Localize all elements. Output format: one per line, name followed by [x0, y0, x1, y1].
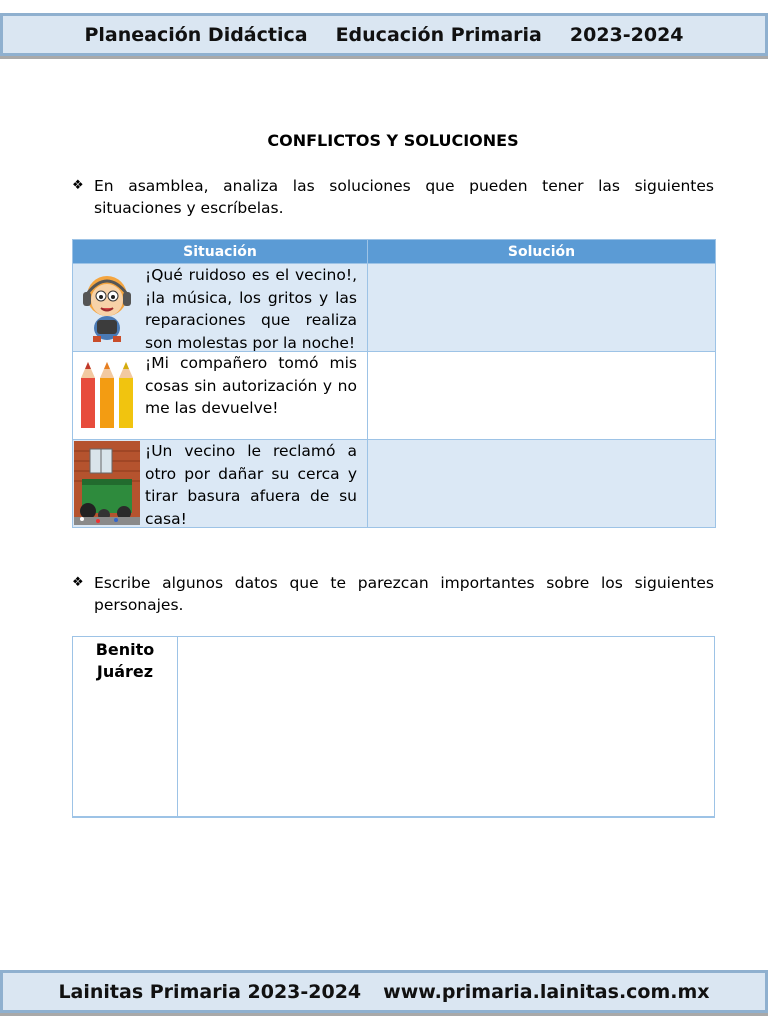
instruction-1	[72, 175, 714, 219]
table-row	[73, 352, 716, 440]
diamond-bullet-icon: ❖	[72, 575, 84, 590]
header-nivel: Educación Primaria	[335, 23, 542, 46]
table-row	[73, 637, 715, 818]
page-header	[0, 13, 768, 56]
table-row	[73, 440, 716, 528]
people-table	[72, 636, 715, 818]
page-footer	[0, 970, 768, 1013]
trash-dumpster-icon	[73, 440, 141, 526]
solution-cell[interactable]	[368, 352, 716, 440]
situation-cell	[73, 264, 368, 352]
situation-cell	[73, 440, 368, 528]
header-ciclo: 2023-2024	[569, 23, 684, 46]
solution-cell[interactable]	[368, 264, 716, 352]
situation-text: ¡Mi compañero tomó mis cosas sin autorización y no me las devuelve!	[145, 354, 357, 417]
header-situacion: Situación	[73, 240, 368, 264]
instruction-2-text: Escribe algunos datos que te parezcan importantes sobre los siguientes personajes.	[94, 574, 714, 614]
instruction-2	[72, 572, 714, 616]
person-notes-cell[interactable]	[178, 637, 715, 818]
situation-cell	[73, 352, 368, 440]
table-row	[73, 264, 716, 352]
situation-text: ¡Qué ruidoso es el vecino!, ¡la música, los gritos y las reparaciones que realiza son molestas por la noche!	[145, 266, 357, 352]
table-header-row	[73, 240, 716, 264]
boy-headphones-icon	[73, 264, 141, 350]
situation-text: ¡Un vecino le reclamó a otro por dañar su cerca y tirar basura afuera de su casa!	[145, 442, 357, 528]
header-solucion: Solución	[368, 240, 716, 264]
solution-cell[interactable]	[368, 440, 716, 528]
page-title: CONFLICTOS Y SOLUCIONES	[267, 131, 519, 150]
colored-pencils-icon	[73, 352, 141, 438]
diamond-bullet-icon: ❖	[72, 178, 84, 193]
footer-url[interactable]: www.primaria.lainitas.com.mx	[383, 980, 710, 1003]
instruction-1-text: En asamblea, analiza las soluciones que pueden tener las siguientes situaciones y escríbelas.	[94, 177, 714, 217]
situations-table	[72, 239, 716, 528]
header-planeacion: Planeación Didáctica	[84, 23, 308, 46]
person-name: Benito Juárez	[73, 637, 178, 818]
footer-brand: Lainitas Primaria 2023-2024	[58, 980, 362, 1003]
